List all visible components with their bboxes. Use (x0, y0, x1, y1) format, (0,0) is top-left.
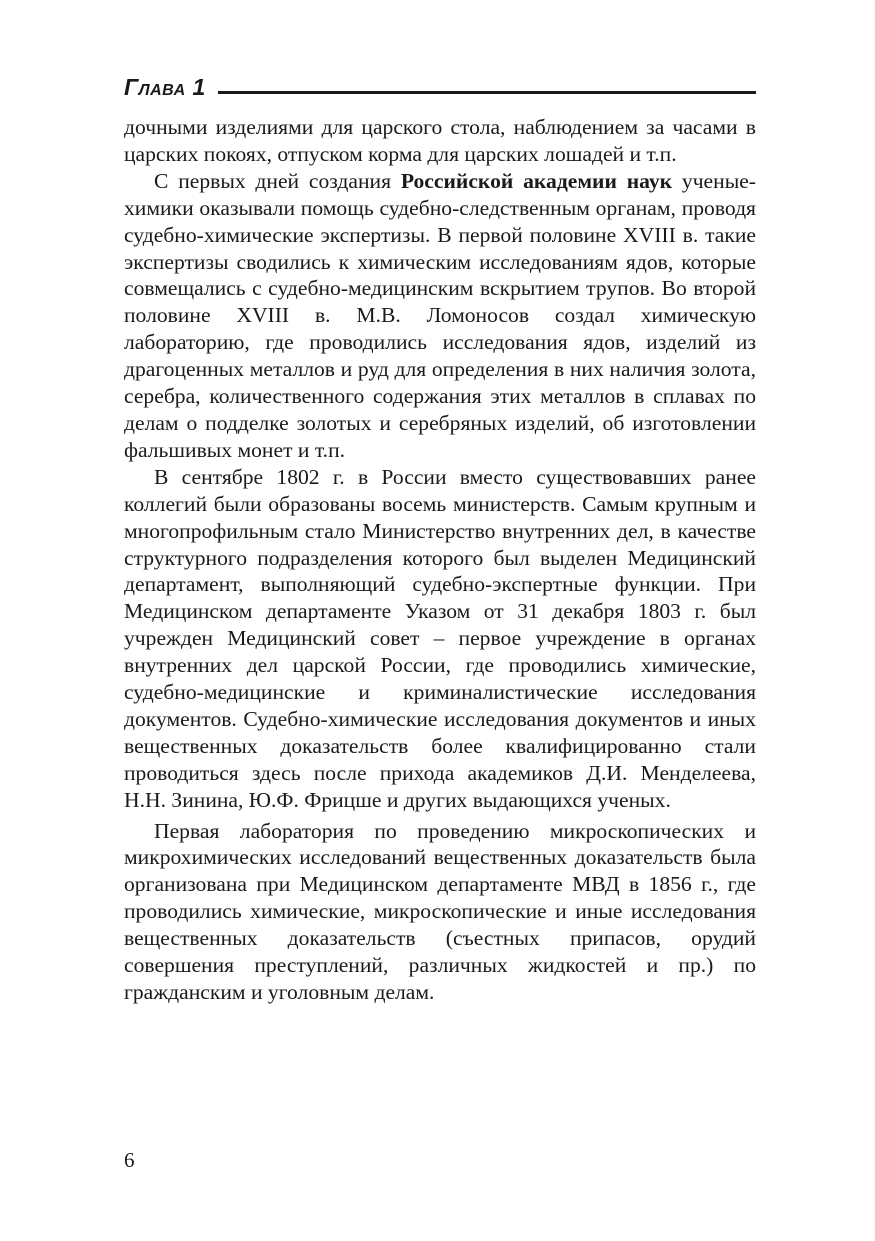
paragraph-continuation (124, 114, 756, 168)
header-rule (218, 91, 756, 94)
body-text (124, 114, 756, 1006)
paragraph-ministries (124, 464, 756, 814)
paragraph-3-text: В сентябре 1802 г. в России вместо существовавших ранее коллегий были образованы восемь министерств. Самым крупным и многопрофильным стало Министерство внутренних дел, в качестве структурного подразделения которого был выделен Медицинский департамент, выполняющий судебно-экспертные функции. При Медицинском департаменте Указом от 31 декабря 1803 г. был учрежден Медицинский совет – первое учреждение в органах внутренних дел царской России, где проводились химические, судебно-медицинские и криминалистические исследования документов. Судебно-химические исследования документов и иных вещественных доказательств более квалифицированно стали проводиться здесь после прихода академиков Д.И. Менделеева, Н.Н. Зинина, Ю.Ф. Фрицше и других выдающихся ученых. (124, 464, 756, 812)
paragraph-2-bold-term: Российской академии наук (400, 168, 673, 193)
paragraph-first-laboratory (124, 818, 756, 1006)
paragraph-2-text-end: ученые-химики оказывали помощь судебно-следственным органам, проводя судебно-химические экспертизы. В первой половине XVIII в. такие экспертизы сводились к химическим исследованиям ядов, которые совмещались с судебно-медицинским вскрытием трупов. Во второй половине XVIII в. М.В. Ломоносов создал химическую лабораторию, где проводились исследования ядов, изделий из драгоценных металлов и руд для определения в них наличия золота, серебра, количественного содержания этих металлов в сплавах по делам о подделке золотых и серебряных изделий, об изготовлении фальшивых монет и т.п. (124, 168, 756, 462)
paragraph-4-text: Первая лаборатория по проведению микроскопических и микрохимических исследований вещественных доказательств была организована при Медицинском департаменте МВД в 1856 г., где проводились химические, микроскопические и иные исследования вещественных доказательств (съестных припасов, орудий совершения преступлений, различных жидкостей и пр.) по гражданским и уголовным делам. (124, 818, 756, 1004)
running-header (124, 70, 756, 100)
paragraph-2-text-start: С первых дней создания (154, 168, 401, 193)
chapter-title: Глава 1 (124, 74, 206, 100)
page-number: 6 (124, 1148, 135, 1172)
paragraph-1-text: дочными изделиями для царского стола, наблюдением за часами в царских покоях, отпуском корма для царских лошадей и т.п. (124, 115, 756, 166)
paragraph-academy-of-sciences (124, 168, 756, 464)
